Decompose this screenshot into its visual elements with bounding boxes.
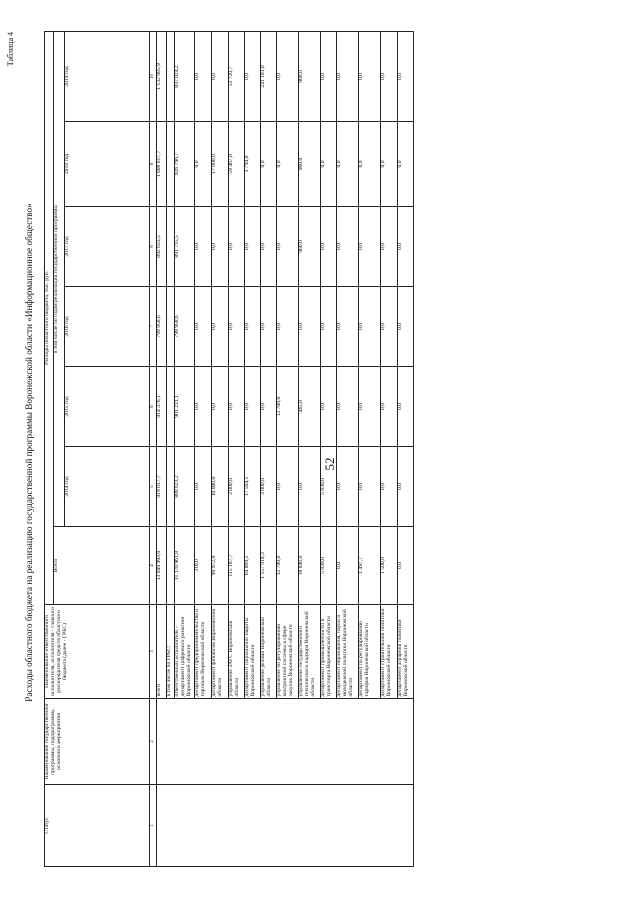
- value-cell: 799 958,6: [157, 287, 167, 367]
- value-cell: 0,0: [277, 207, 299, 287]
- value-cell: 0,0: [359, 122, 381, 207]
- value-cell: 0,0: [261, 367, 277, 447]
- value-cell: 13 049 993,0: [157, 527, 167, 605]
- value-cell: 0,0: [337, 527, 359, 605]
- value-cell: 0,0: [195, 287, 212, 367]
- value-cell: 0,0: [261, 122, 277, 207]
- value-cell: 0,0: [277, 122, 299, 207]
- status-cell: [157, 785, 414, 867]
- value-cell: 0,0: [359, 287, 381, 367]
- value-cell: 0,0: [321, 287, 337, 367]
- value-cell: 0,0: [321, 207, 337, 287]
- value-cell: 99 972,0: [212, 527, 229, 605]
- value-cell: 0,0: [398, 447, 414, 527]
- value-cell: 0,0: [321, 31, 337, 121]
- value-cell: 0,0: [337, 447, 359, 527]
- value-cell: 0,0: [261, 207, 277, 287]
- value-cell: 0,0: [229, 367, 245, 447]
- value-cell: 0,0: [398, 31, 414, 121]
- program-name-cell: [157, 699, 414, 785]
- value-cell: 0,0: [398, 207, 414, 287]
- value-cell: 17 564,5: [245, 447, 261, 527]
- value-cell: 0,0: [381, 31, 398, 121]
- value-cell: 0,0: [277, 31, 299, 121]
- value-cell: 914 376,1: [157, 367, 167, 447]
- value-cell: 241 181,0: [261, 31, 277, 121]
- header-year: 2014 год: [65, 447, 150, 527]
- value-cell: 0,0: [277, 287, 299, 367]
- value-cell: 0,0: [245, 367, 261, 447]
- value-cell: 960,0: [299, 31, 321, 121]
- value-cell: 0,0: [212, 31, 229, 121]
- value-cell: 0,0: [229, 207, 245, 287]
- table-row: [157, 31, 167, 866]
- executor-cell: управление государственного технического надзора Воронежской области: [299, 605, 321, 699]
- value-cell: 17 000,0: [212, 122, 229, 207]
- value-cell: 926 796,7: [175, 122, 195, 207]
- header-subtitle: в том числе по годам реализации государственной программы: [54, 31, 65, 526]
- value-cell: 0,0: [359, 447, 381, 527]
- value-cell: 0,0: [381, 207, 398, 287]
- value-cell: 1 008 017,7: [157, 122, 167, 207]
- executor-cell: управление по регулированию контрактной системы в сфере закупок Воронежской области: [277, 605, 299, 699]
- executor-cell: в том числе по ГРБС:: [167, 605, 175, 699]
- value-cell: 59 467,0: [229, 122, 245, 207]
- value-cell: 0,0: [195, 367, 212, 447]
- header-money: Расходы областного бюджета, тыс. руб.: [45, 31, 54, 604]
- value-cell: 115 187,7: [229, 527, 245, 605]
- executor-cell: всего: [157, 605, 167, 699]
- value-cell: 0,0: [337, 287, 359, 367]
- value-cell: 12 700,0: [277, 527, 299, 605]
- value-cell: 0,0: [337, 207, 359, 287]
- document-title: Расходы областного бюджета на реализацию государственной программы Воронежской области «Информационное общество»: [24, 203, 34, 702]
- value-cell: 0,0: [212, 287, 229, 367]
- budget-table: [44, 31, 414, 867]
- value-cell: 0,0: [277, 447, 299, 527]
- value-cell: 0,0: [229, 287, 245, 367]
- value-cell: 0,0: [381, 122, 398, 207]
- value-cell: 445,0: [299, 367, 321, 447]
- value-cell: 5 830,0: [321, 527, 337, 605]
- value-cell: 1 557 918,3: [261, 527, 277, 605]
- header-total: Всего: [54, 527, 150, 605]
- value-cell: 0,0: [359, 367, 381, 447]
- header-name: Наименование государственной программы, подпрограммы, основного мероприятия: [45, 699, 150, 785]
- value-cell: 18 846,0: [299, 527, 321, 605]
- value-cell: 5 830,0: [321, 447, 337, 527]
- header-year: 2016 год: [65, 287, 150, 367]
- value-cell: 64 869,5: [245, 527, 261, 605]
- value-cell: 1 497,7: [359, 527, 381, 605]
- value-cell: 837 024,2: [175, 31, 195, 121]
- column-number: 4: [150, 527, 157, 605]
- executor-cell: департамент строительной политики Воронежской области: [381, 605, 398, 699]
- value-cell: 53 720,7: [229, 31, 245, 121]
- value-cell: 0,0: [245, 31, 261, 121]
- header-year: 2015 год: [65, 367, 150, 447]
- value-cell: 0,0: [337, 122, 359, 207]
- value-cell: 891 735,5: [175, 207, 195, 287]
- executor-cell: департамент предпринимательства и торговли Воронежской области: [195, 605, 212, 699]
- value-cell: 0,0: [195, 447, 212, 527]
- value-cell: 0,0: [195, 207, 212, 287]
- executor-cell: департамент социальной защиты Воронежской области: [245, 605, 261, 699]
- value-cell: 2 000,0: [229, 447, 245, 527]
- value-cell: 0,0: [398, 367, 414, 447]
- value-cell: 0,0: [261, 287, 277, 367]
- executor-cell: департамент образования, науки и молодежной политики Воронежской области: [337, 605, 359, 699]
- header-status: Статус: [45, 785, 150, 867]
- value-cell: 3 000,0: [261, 447, 277, 527]
- value-cell: 1 132 885,9: [157, 31, 167, 121]
- executor-cell: управление делами Воронежской области: [261, 605, 277, 699]
- header-year: 2017 год: [65, 207, 150, 287]
- column-number: 9: [150, 122, 157, 207]
- value-cell: 10 000,0: [212, 447, 229, 527]
- value-cell: 880 623,2: [175, 447, 195, 527]
- value-cell: 0,0: [381, 287, 398, 367]
- value-cell: 0,0: [398, 527, 414, 605]
- value-cell: 310,0: [195, 527, 212, 605]
- value-cell: 0,0: [212, 207, 229, 287]
- executor-cell: департамент по регулированию тарифов Воронежской области: [359, 605, 381, 699]
- value-cell: 0,0: [359, 31, 381, 121]
- executor-cell: департамент финансов Воронежской области: [212, 605, 229, 699]
- value-cell: 0,0: [381, 367, 398, 447]
- value-cell: 0,0: [381, 447, 398, 527]
- value-cell: 1 500,0: [381, 527, 398, 605]
- value-cell: 0,0: [212, 367, 229, 447]
- column-number: 8: [150, 207, 157, 287]
- executor-cell: департамент аграрной политики Воронежской области: [398, 605, 414, 699]
- value-cell: 12 700,0: [277, 367, 299, 447]
- header-year: 2018 год: [65, 122, 150, 207]
- value-cell: 799 958,6: [175, 287, 195, 367]
- value-cell: 0,0: [195, 31, 212, 121]
- value-cell: 0,0: [337, 367, 359, 447]
- value-cell: 960,0: [299, 207, 321, 287]
- header-executor: Наименование ответственного исполнителя, исполнителя - главного распорядителя средств областного бюджета (далее - ГРБС): [45, 605, 150, 699]
- value-cell: 0,0: [299, 287, 321, 367]
- header-year: 2019 год: [65, 31, 150, 121]
- value-cell: 892 633,5: [157, 207, 167, 287]
- value-cell: 0,0: [321, 367, 337, 447]
- budget-table-body: [157, 31, 414, 866]
- executor-cell: департамент промышленности и транспорта Воронежской области: [321, 605, 337, 699]
- value-cell: 11 170 961,8: [175, 527, 195, 605]
- column-number: 1: [150, 785, 157, 867]
- value-cell: 0,0: [321, 122, 337, 207]
- value-cell: 0,0: [398, 122, 414, 207]
- column-number: 6: [150, 367, 157, 447]
- column-number: 7: [150, 287, 157, 367]
- value-cell: 0,0: [245, 287, 261, 367]
- executor-cell: ответственный исполнитель - департамент цифрового развития Воронежской области: [175, 605, 195, 699]
- value-cell: 0,0: [337, 31, 359, 121]
- value-cell: 0,0: [398, 287, 414, 367]
- value-cell: 901 231,1: [175, 367, 195, 447]
- column-number: 2: [150, 699, 157, 785]
- value-cell: 0,0: [195, 122, 212, 207]
- executor-cell: управление ЗАГС Воронежской области: [229, 605, 245, 699]
- value-cell: 0,0: [245, 207, 261, 287]
- column-number: 3: [150, 605, 157, 699]
- value-cell: 960,0: [299, 122, 321, 207]
- value-cell: 919 017,7: [157, 447, 167, 527]
- value-cell: 0,0: [299, 447, 321, 527]
- column-number: 5: [150, 447, 157, 527]
- column-number: 10: [150, 31, 157, 121]
- value-cell: 0,0: [359, 207, 381, 287]
- page-number: 52: [322, 457, 337, 471]
- table-label: Таблица 4: [6, 32, 15, 67]
- value-cell: 3 794,0: [245, 122, 261, 207]
